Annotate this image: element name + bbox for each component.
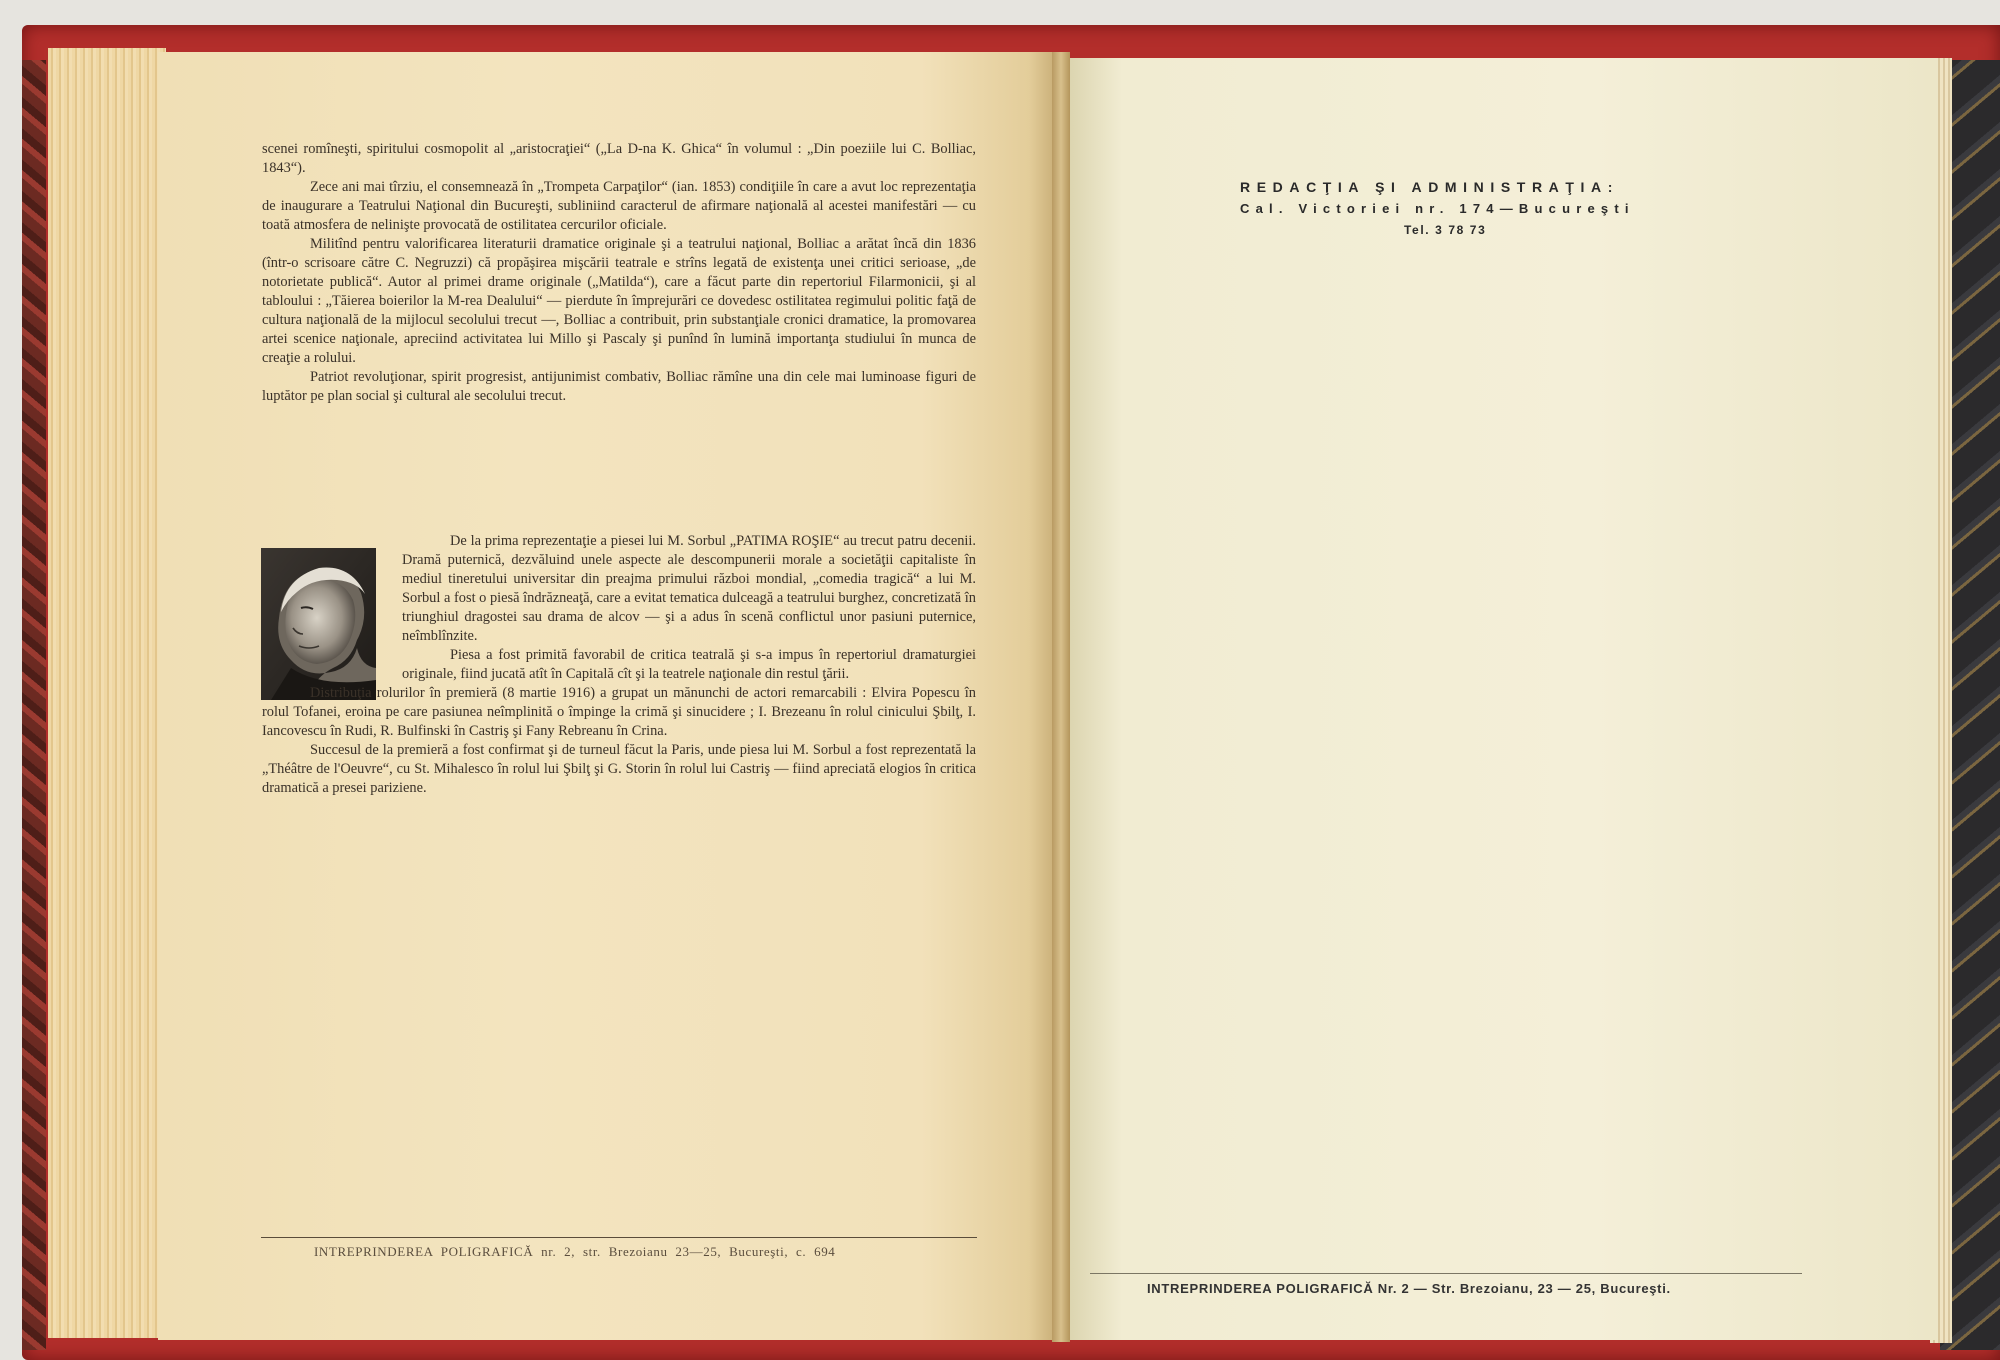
paragraph: Distribuţia rolurilor în premieră (8 martie 1916) a grupat un mănunchi de actori remarcabili : Elvira Popescu în rolul Tofanei, eroina pe care pasiunea neîmplinită o împinge la crimă şi sinucidere ; I. Brezeanu în rolul cinicului Şbilţ, I. Iancovescu în Rudi, R. Bulfinski în Castriş şi Fany Rebreanu în Crina. (262, 685, 976, 739)
right-page (1070, 58, 1938, 1340)
paragraph: scenei romîneşti, spiritului cosmopolit al „aristocraţiei“ („La D-na K. Ghica“ în volumul : „Din poeziile lui C. Bolliac, 1843“). (262, 141, 976, 176)
article-text (262, 532, 976, 798)
printer-footer-left: INTREPRINDEREA POLIGRAFICĂ nr. 2, str. Brezoianu 23—25, Bucureşti, c. 694 (314, 1244, 836, 1259)
footer-rule-left (261, 1237, 977, 1238)
intro-text (262, 140, 976, 406)
spine-leather-left (22, 60, 46, 1350)
paragraph: De la prima reprezentaţie a piesei lui M. Sorbul „PATIMA ROŞIE“ au trecut patru decenii. Dramă puternică, dezvăluind unele aspecte ale descompunerii morale a societăţii capitaliste în mediul tineretului universitar din preajma primului război mondial, „comedia tragică“ a lui M. Sorbul a fost o piesă îndrăzneaţă, care a evitat tematica dulceagă a teatrului burghez, concretizată în triunghiul dragostei sau drama de alcov — şi a adus în scenă conflictul unor pasiuni puternice, neîmblînzite. (402, 533, 976, 644)
editorial-phone: Tel. 3 78 73 (1404, 223, 1487, 237)
printer-footer-right: INTREPRINDEREA POLIGRAFICĂ Nr. 2 — Str. Brezoianu, 23 — 25, Bucureşti. (1147, 1281, 1671, 1296)
paragraph: Militînd pentru valorificarea literaturii dramatice originale şi a teatrului naţional, Bolliac a arătat încă din 1836 (într-o scrisoare către C. Negruzzi) că propăşirea mişcării teatrale e strîns legată de existenţa unei critici serioase, „de notorietate publică“. Autor al primei drame originale („Matilda“), care a făcut parte din repertoriul Filarmonicii, şi al tabloului : „Tăierea boierilor la M-rea Dealului“ — pierdute în împrejurări ce dovedesc ostilitatea regimului politic faţă de cultura naţională de la mijlocul secolului trecut —, Bolliac a contribuit, prin substanţiale cronici dramatice, la promovarea artei scenice naţionale, apreciind activitatea lui Millo şi Pascaly şi punînd în lumină importanţa studiului în munca de creaţie a rolului. (262, 236, 976, 366)
paragraph: Piesa a fost primită favorabil de critica teatrală şi s-a impus în repertoriul dramaturgiei originale, fiind jucată atît în Capitală cît şi la teatrele naţionale din restul ţării. (402, 647, 976, 682)
editorial-address: Cal. Victoriei nr. 174—Bucureşti (1240, 201, 1635, 216)
page-edges-left (48, 48, 166, 1338)
paragraph: Patriot revoluţionar, spirit progresist, antijunimist combativ, Bolliac rămîne una din cele mai luminoase figuri de luptător pe plan social şi cultural ale secolului trecut. (262, 369, 976, 404)
editorial-header: REDACŢIA ŞI ADMINISTRAŢIA: (1240, 179, 1619, 195)
paragraph: Zece ani mai tîrziu, el consemnează în „Trompeta Carpaţilor“ (ian. 1853) condiţiile în care a avut loc reprezentaţia de inaugurare a Teatrului Naţional din Bucureşti, subliniind caracterul de afirmare naţională al acestei manifestări — cu toată atmosfera de nelinişte provocată de ostilitatea cercurilor oficiale. (262, 179, 976, 233)
book-gutter (1052, 52, 1070, 1342)
paragraph: Succesul de la premieră a fost confirmat şi de turneul făcut la Paris, unde piesa lui M. Sorbul a fost reprezentată la „Théâtre de l'Oeuvre“, cu St. Mihalesco în rolul lui Şbilţ şi G. Storin în rolul lui Castriş — fiind apreciată elogios în critica dramatică a presei pariziene. (262, 742, 976, 796)
footer-rule-right (1090, 1273, 1802, 1274)
